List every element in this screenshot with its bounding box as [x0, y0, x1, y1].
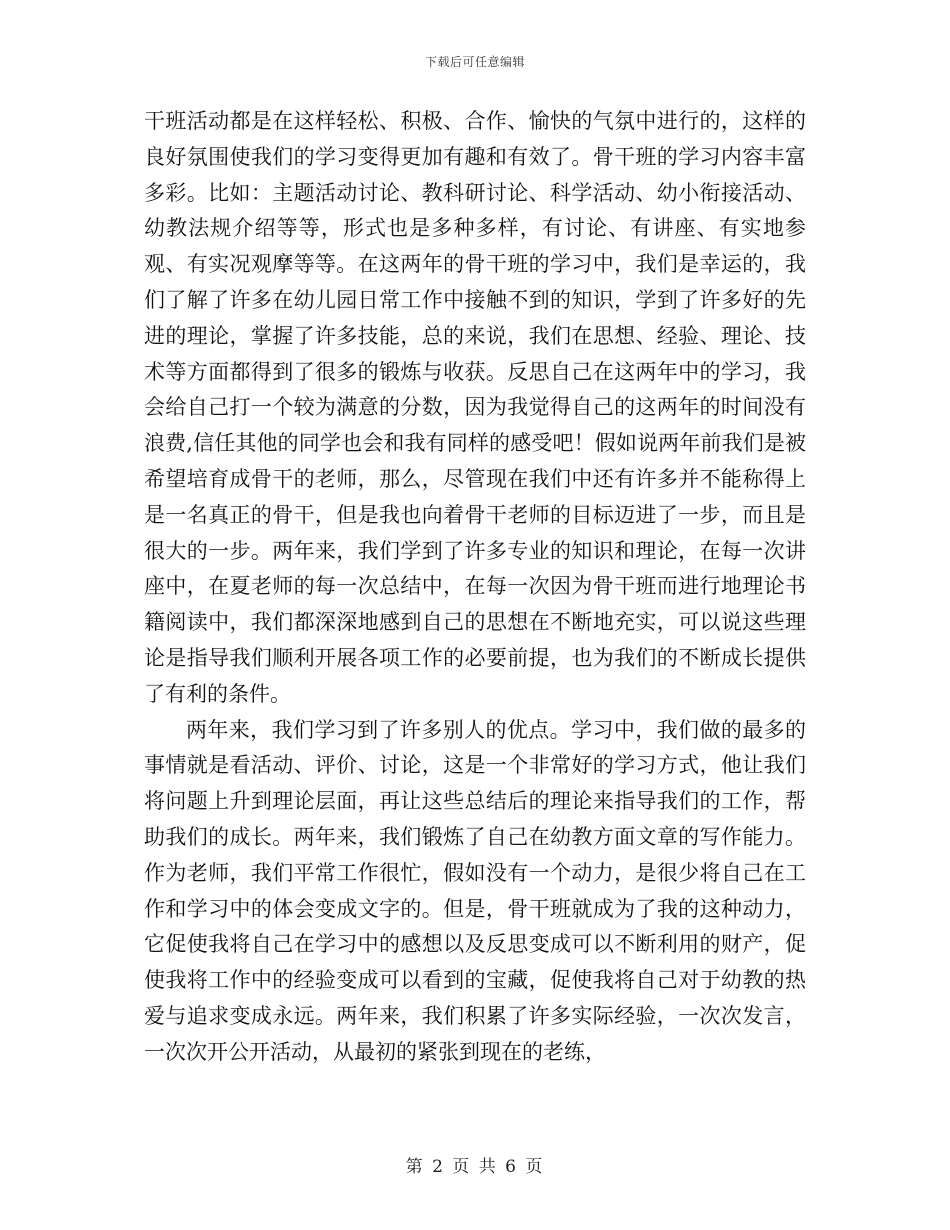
page-header: 下载后可任意编辑	[424, 55, 525, 69]
paragraph: 两年来，我们学习到了许多别人的优点。学习中，我们做的最多的事情就是看活动、评价、讨论，这是一个非常好的学习方式，他让我们将问题上升到理论层面，再让这些总结后的理论来指导我们的工作，帮助我们的成长。两年来，我们锻炼了自己在幼教方面文章的写作能力。作为老师，我们平常工作很忙，假如没有一个动力，是很少将自己在工作和学习中的体会变成文字的。但是，骨干班就成为了我的这种动力，它促使我将自己在学习中的感想以及反思变成可以不断利用的财产，促使我将工作中的经验变成可以看到的宝藏，促使我将自己对于幼教的热爱与追求变成永远。两年来，我们积累了许多实际经验，一次次发言，一次次开公开活动，从最初的紧张到现在的老练，	[144, 717, 806, 1064]
page-number-footer: 第 2 页 共 6 页	[405, 1157, 545, 1177]
document-body	[144, 104, 806, 1071]
paragraph-continued: 干班活动都是在这样轻松、积极、合作、愉快的气氛中进行的，这样的良好氛围使我们的学习变得更加有趣和有效了。骨干班的学习内容丰富多彩。比如：主题活动讨论、教科研讨论、科学活动、幼小衔接活动、幼教法规介绍等等，形式也是多种多样，有讨论、有讲座、有实地参观、有实况观摩等等。在这两年的骨干班的学习中，我们是幸运的，我们了解了许多在幼儿园日常工作中接触不到的知识，学到了许多好的先进的理论，掌握了许多技能，总的来说，我们在思想、经验、理论、技术等方面都得到了很多的锻炼与收获。反思自己在这两年中的学习，我会给自己打一个较为满意的分数，因为我觉得自己的这两年的时间没有浪费,信任其他的同学也会和我有同样的感受吧！假如说两年前我们是被希望培育成骨干的老师，那么，尽管现在我们中还有许多并不能称得上是一名真正的骨干，但是我也向着骨干老师的目标迈进了一步，而且是很大的一步。两年来，我们学到了许多专业的知识和理论，在每一次讲座中，在夏老师的每一次总结中，在每一次因为骨干班而进行地理论书籍阅读中，我们都深深地感到自己的思想在不断地充实，可以说这些理论是指导我们顺利开展各项工作的必要前提，也为我们的不断成长提供了有利的条件。	[144, 109, 806, 706]
